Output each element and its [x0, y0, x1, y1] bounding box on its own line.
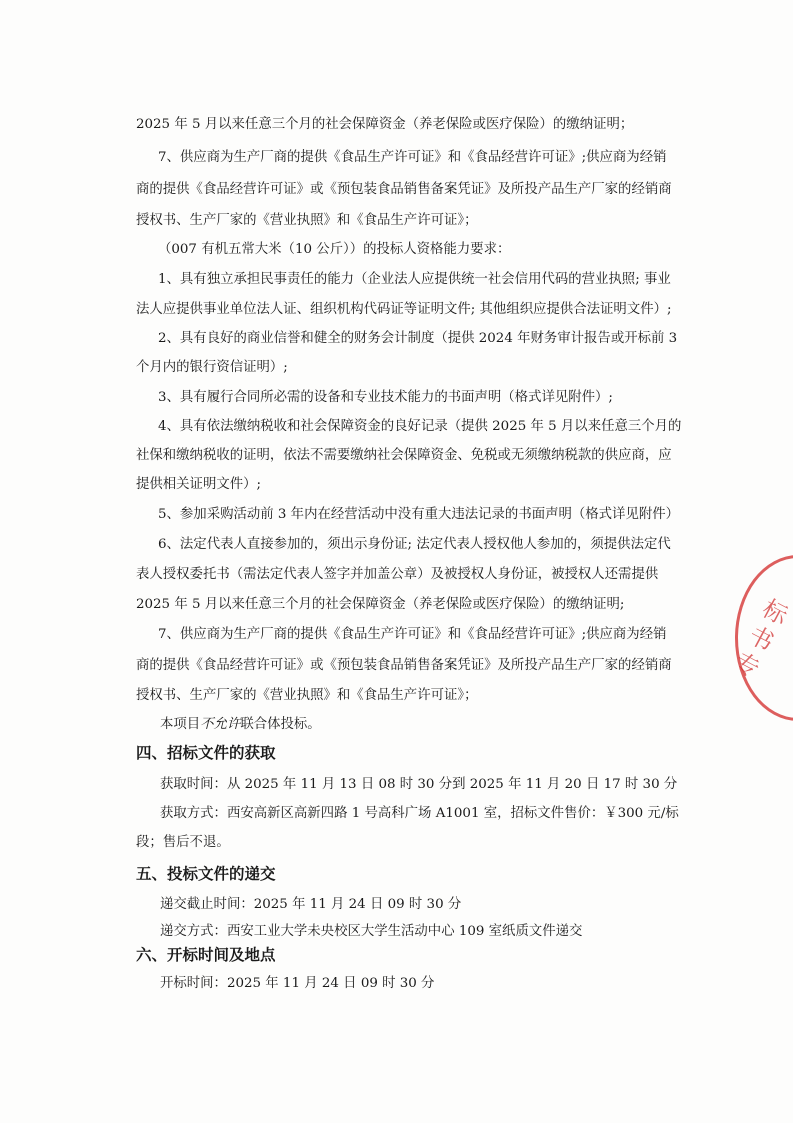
- section-heading-6: 六、开标时间及地点: [136, 946, 276, 964]
- paragraph-line: （007 有机五常大米（10 公斤））的投标人资格能力要求：: [158, 242, 511, 257]
- paragraph-line: 4、具有依法缴纳税收和社会保障资金的良好记录（提供 2025 年 5 月以来任意三个月的: [158, 419, 682, 434]
- section-heading-5: 五、投标文件的递交: [136, 865, 276, 883]
- opening-time: 开标时间：2025 年 11 月 24 日 09 时 30 分: [160, 976, 435, 991]
- paragraph-line: 2025 年 5 月以来任意三个月的社会保障资金（养老保险或医疗保险）的缴纳证明;: [136, 597, 625, 612]
- acquisition-method: 获取方式：西安高新区高新四路 1 号高科广场 A1001 室，招标文件售价：￥300 元/标: [160, 806, 679, 821]
- consortium-suffix: 联合体投标。: [240, 717, 321, 732]
- paragraph-line: 社保和缴纳税收的证明，依法不需要缴纳社会保障资金、免税或无须缴纳税款的供应商，应: [136, 448, 672, 463]
- paragraph-line: 个月内的银行资信证明）;: [136, 360, 288, 375]
- paragraph-line: 法人应提供事业单位法人证、组织机构代码证等证明文件; 其他组织应提供合法证明文件）;: [136, 302, 672, 317]
- paragraph-line: 提供相关证明文件）;: [136, 477, 262, 492]
- consortium-line: [160, 713, 690, 732]
- paragraph-line: 表人授权委托书（需法定代表人签字并加盖公章）及被授权人身份证，被授权人还需提供: [136, 567, 659, 582]
- acquisition-time: 获取时间：从 2025 年 11 月 13 日 08 时 30 分到 2025 年 11 月 20 日 17 时 30 分: [160, 777, 678, 792]
- paragraph-line: 2、具有良好的商业信誉和健全的财务会计制度（提供 2024 年财务审计报告或开标前 3: [158, 331, 678, 346]
- official-seal-text: 标 书 专: [729, 594, 793, 684]
- submission-method: 递交方式：西安工业大学未央校区大学生活动中心 109 室纸质文件递交: [160, 924, 583, 939]
- paragraph-line: 6、法定代表人直接参加的，须出示身份证; 法定代表人授权他人参加的，须提供法定代: [158, 537, 671, 552]
- consortium-emphasis: 不允许: [200, 717, 241, 732]
- section-heading-4: 四、招标文件的获取: [136, 744, 276, 762]
- paragraph-line: 授权书、生产厂家的《营业执照》和《食品生产许可证》；: [136, 213, 478, 228]
- paragraph-line: 7、供应商为生产厂商的提供《食品生产许可证》和《食品经营许可证》;供应商为经销: [158, 150, 667, 165]
- submission-deadline: 递交截止时间：2025 年 11 月 24 日 09 时 30 分: [160, 897, 462, 912]
- paragraph-line: 3、具有履行合同所必需的设备和专业技术能力的书面声明（格式详见附件）;: [158, 390, 613, 405]
- paragraph-line: 商的提供《食品经营许可证》或《预包装食品销售备案凭证》及所投产品生产厂家的经销商: [136, 658, 672, 673]
- paragraph-line: 7、供应商为生产厂商的提供《食品生产许可证》和《食品经营许可证》;供应商为经销: [158, 627, 667, 642]
- paragraph-line: 1、具有独立承担民事责任的能力（企业法人应提供统一社会信用代码的营业执照; 事业: [158, 272, 671, 287]
- acquisition-method-cont: 段；售后不退。: [136, 835, 230, 850]
- consortium-prefix: 本项目: [160, 717, 201, 732]
- paragraph-line: 商的提供《食品经营许可证》或《预包装食品销售备案凭证》及所投产品生产厂家的经销商: [136, 182, 672, 197]
- paragraph-line: 2025 年 5 月以来任意三个月的社会保障资金（养老保险或医疗保险）的缴纳证明；: [136, 117, 634, 132]
- paragraph-line: 授权书、生产厂家的《营业执照》和《食品生产许可证》；: [136, 688, 478, 703]
- paragraph-line: 5、参加采购活动前 3 年内在经营活动中没有重大违法记录的书面声明（格式详见附件）: [158, 507, 680, 522]
